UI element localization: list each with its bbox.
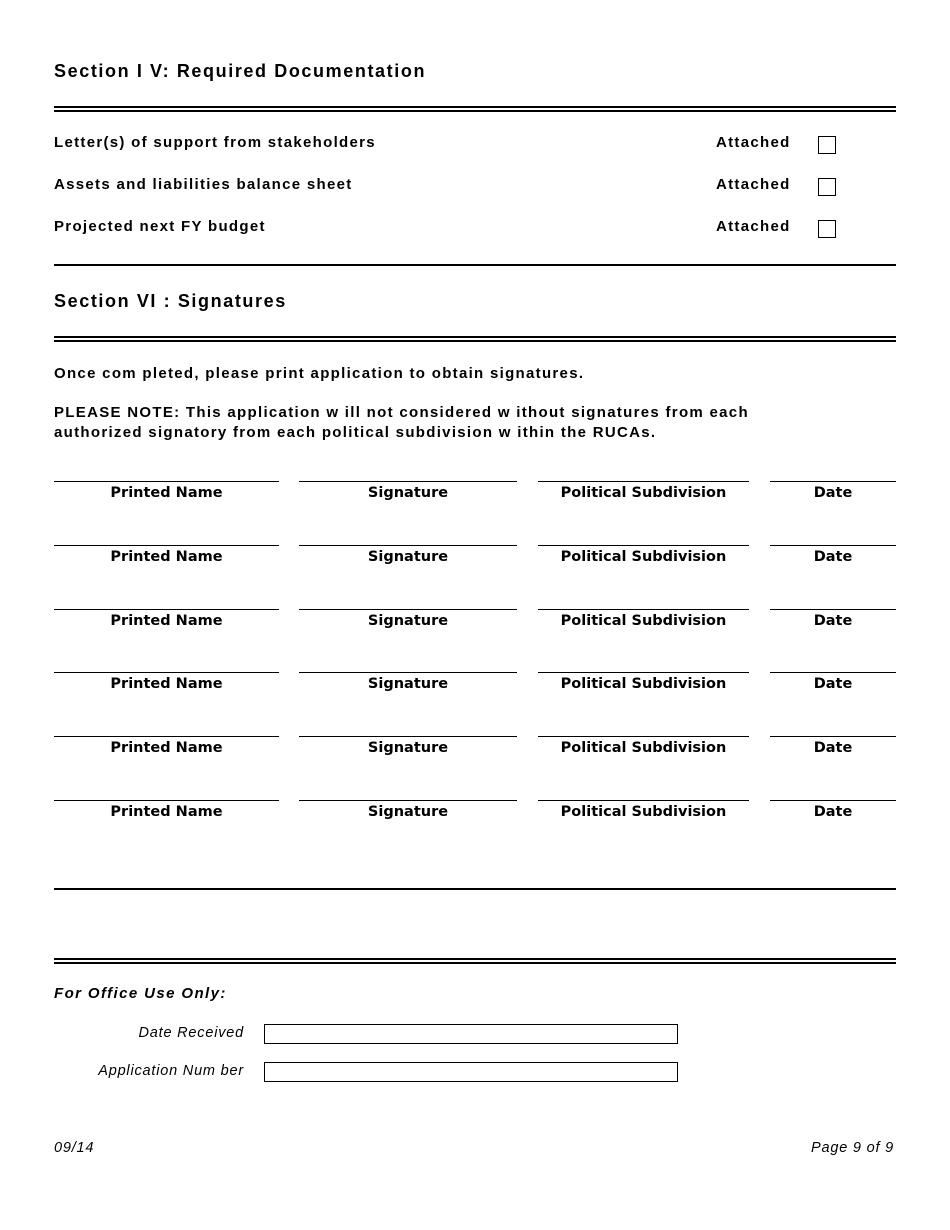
political-subdivision-caption: Political Subdivision bbox=[560, 804, 727, 820]
doc-label: Projected next FY budget bbox=[54, 218, 266, 235]
signature-row bbox=[0, 481, 950, 511]
political-subdivision-line[interactable] bbox=[538, 800, 749, 829]
printed-name-line[interactable] bbox=[54, 609, 279, 638]
political-subdivision-caption: Political Subdivision bbox=[560, 740, 727, 757]
date-caption: Date bbox=[813, 804, 853, 820]
section-iv-heading: Section I V: Required Documentation bbox=[54, 61, 427, 81]
signature-line[interactable] bbox=[299, 481, 517, 510]
date-line[interactable] bbox=[770, 736, 896, 765]
political-subdivision-caption: Political Subdivision bbox=[560, 485, 727, 501]
printed-name-caption: Printed Name bbox=[110, 676, 223, 693]
date-caption: Date bbox=[813, 485, 853, 501]
political-subdivision-line[interactable] bbox=[538, 736, 749, 765]
printed-name-caption: Printed Name bbox=[110, 804, 223, 820]
attached-label: Attached bbox=[716, 176, 791, 193]
printed-name-line[interactable] bbox=[54, 481, 279, 510]
date-line[interactable] bbox=[770, 800, 896, 829]
office-use-title: For Office Use Only: bbox=[54, 985, 227, 1002]
date-caption: Date bbox=[813, 676, 853, 693]
signature-caption: Signature bbox=[367, 676, 449, 693]
signature-row bbox=[0, 736, 950, 766]
signature-note-line-2: authorized signatory from each political subdivision w ithin the RUCAs. bbox=[54, 424, 657, 441]
political-subdivision-line[interactable] bbox=[538, 609, 749, 638]
signature-row bbox=[0, 672, 950, 702]
signature-note-line-1: PLEASE NOTE: This application w ill not considered w ithout signatures from each bbox=[54, 404, 749, 421]
political-subdivision-caption: Political Subdivision bbox=[560, 548, 727, 565]
section-vi-divider bbox=[54, 336, 896, 342]
signature-row bbox=[0, 609, 950, 639]
doc-label: Letter(s) of support from stakeholders bbox=[54, 134, 376, 151]
signature-line[interactable] bbox=[299, 736, 517, 765]
date-line[interactable] bbox=[770, 609, 896, 638]
doc-label: Assets and liabilities balance sheet bbox=[54, 176, 353, 193]
political-subdivision-caption: Political Subdivision bbox=[560, 612, 727, 629]
section-vi-heading: Section VI : Signatures bbox=[54, 291, 287, 311]
political-subdivision-line[interactable] bbox=[538, 481, 749, 510]
budget-attached-checkbox[interactable] bbox=[818, 220, 836, 238]
application-number-label: Application Num ber bbox=[98, 1063, 244, 1079]
signature-line[interactable] bbox=[299, 609, 517, 638]
signature-row bbox=[0, 545, 950, 575]
signature-row bbox=[0, 800, 950, 830]
signature-instruction: Once com pleted, please print application to obtain signatures. bbox=[54, 365, 585, 382]
doc-row-balance-sheet bbox=[54, 176, 896, 198]
printed-name-caption: Printed Name bbox=[110, 740, 223, 757]
political-subdivision-line[interactable] bbox=[538, 545, 749, 574]
doc-row-budget bbox=[54, 218, 896, 240]
revision-date: 09/14 bbox=[54, 1140, 95, 1156]
date-caption: Date bbox=[813, 548, 853, 565]
doc-row-letters bbox=[54, 134, 896, 156]
office-divider bbox=[54, 958, 896, 964]
signature-line[interactable] bbox=[299, 800, 517, 829]
signature-caption: Signature bbox=[367, 740, 449, 757]
date-received-input[interactable] bbox=[264, 1024, 678, 1044]
printed-name-line[interactable] bbox=[54, 672, 279, 701]
signature-line[interactable] bbox=[299, 672, 517, 701]
letters-attached-checkbox[interactable] bbox=[818, 136, 836, 154]
page-number: Page 9 of 9 bbox=[811, 1140, 894, 1156]
attached-label: Attached bbox=[716, 134, 791, 151]
application-number-input[interactable] bbox=[264, 1062, 678, 1082]
printed-name-caption: Printed Name bbox=[110, 485, 223, 501]
section-separator bbox=[54, 264, 896, 266]
signature-caption: Signature bbox=[367, 548, 449, 565]
signature-caption: Signature bbox=[367, 612, 449, 629]
signature-caption: Signature bbox=[367, 804, 449, 820]
section-iv-divider bbox=[54, 106, 896, 112]
signature-line[interactable] bbox=[299, 545, 517, 574]
date-line[interactable] bbox=[770, 545, 896, 574]
date-caption: Date bbox=[813, 612, 853, 629]
printed-name-caption: Printed Name bbox=[110, 612, 223, 629]
date-caption: Date bbox=[813, 740, 853, 757]
political-subdivision-line[interactable] bbox=[538, 672, 749, 701]
printed-name-line[interactable] bbox=[54, 545, 279, 574]
printed-name-line[interactable] bbox=[54, 736, 279, 765]
date-received-label: Date Received bbox=[138, 1025, 244, 1041]
signature-caption: Signature bbox=[367, 485, 449, 501]
attached-label: Attached bbox=[716, 218, 791, 235]
political-subdivision-caption: Political Subdivision bbox=[560, 676, 727, 693]
date-line[interactable] bbox=[770, 481, 896, 510]
balance-sheet-attached-checkbox[interactable] bbox=[818, 178, 836, 196]
section-separator bbox=[54, 888, 896, 890]
printed-name-line[interactable] bbox=[54, 800, 279, 829]
printed-name-caption: Printed Name bbox=[110, 548, 223, 565]
date-line[interactable] bbox=[770, 672, 896, 701]
